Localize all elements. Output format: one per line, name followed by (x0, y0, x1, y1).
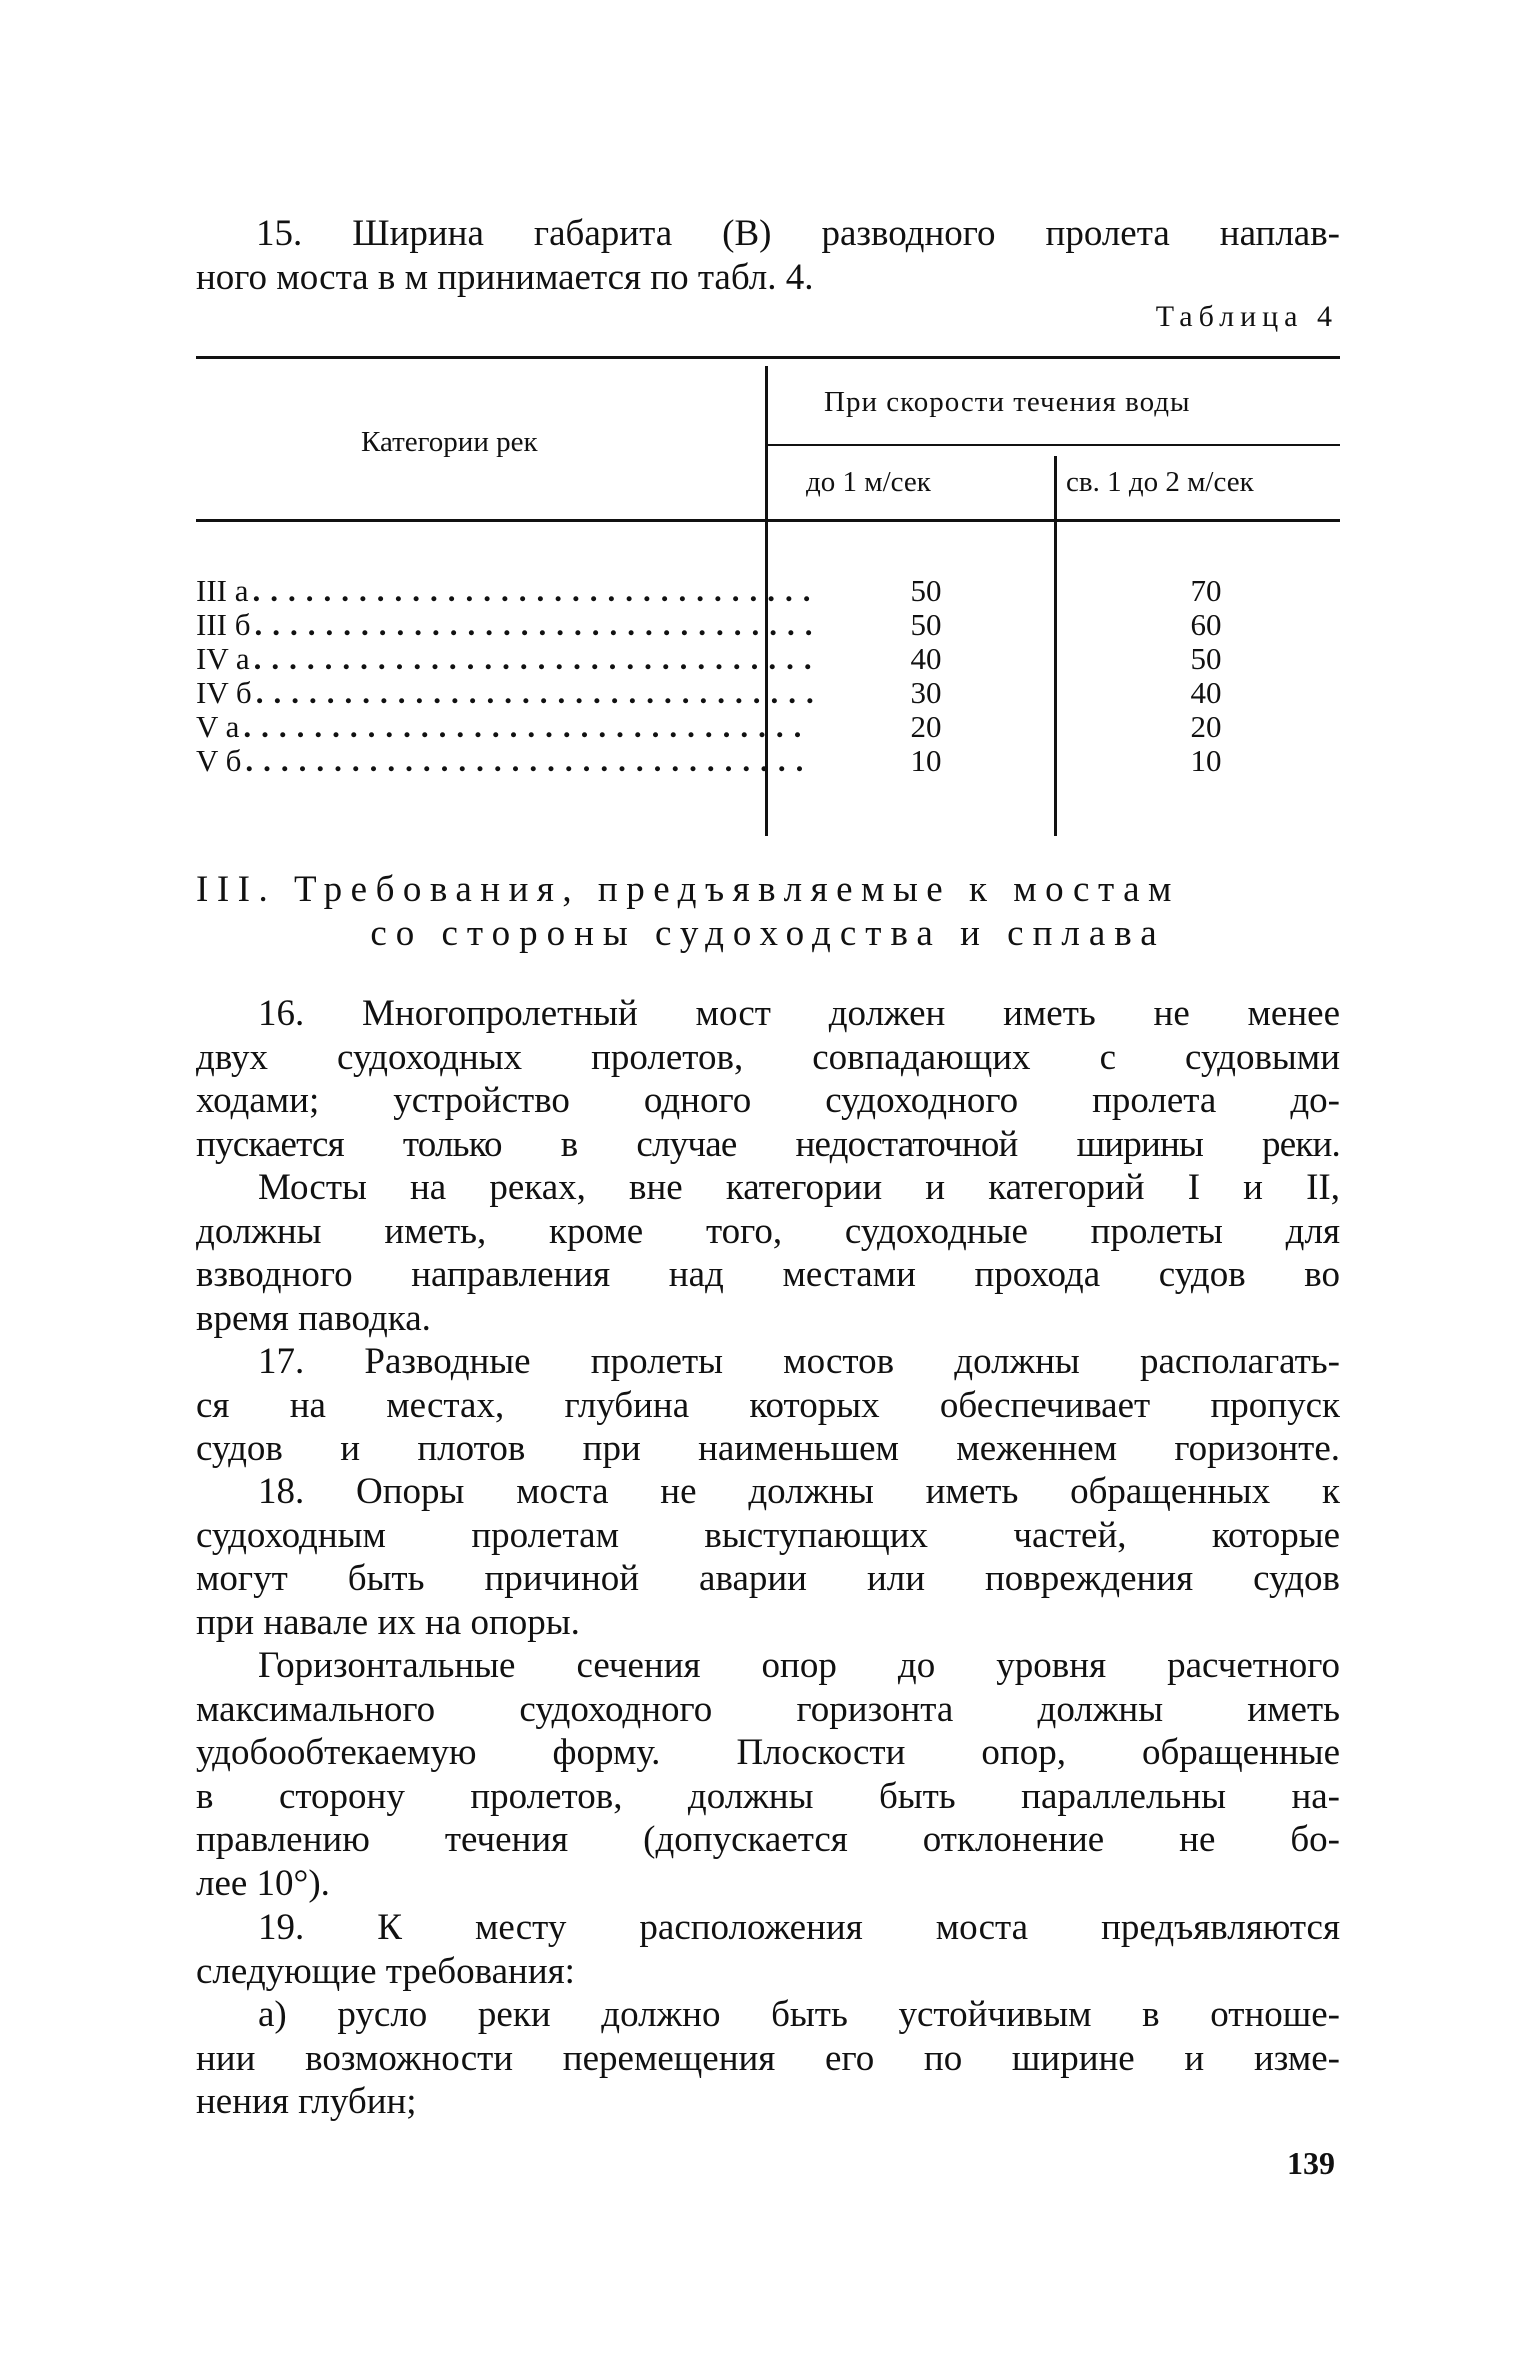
table-row-label: IV а ................................ (196, 641, 822, 676)
table-cell-over1: 50 (1190, 641, 1222, 676)
text-line: правлению течения (допускается отклонение не бо- (196, 1819, 1340, 1860)
text-line: должны иметь, кроме того, судоходные пролеты для (196, 1210, 1340, 1252)
table-row-label: III а ................................ (196, 573, 821, 608)
paragraph-18-continued (196, 1644, 1340, 1905)
section-heading-line-1: III. Требования, предъявляемые к мостам (196, 869, 1180, 910)
paragraph-19a (196, 1993, 1340, 2124)
table-divider-right (1054, 456, 1057, 836)
paragraph-15 (196, 212, 1340, 299)
text-line: взводного направления над местами прохода судов во (196, 1254, 1340, 1295)
text-line: следующие требования: (196, 1950, 575, 1992)
table-cell-over1: 20 (1190, 709, 1222, 744)
paragraph-16 (196, 992, 1340, 1166)
table-header-rule (196, 519, 1340, 522)
text-line: Мосты на реках, вне категории и категорий I и II, (258, 1167, 1340, 1208)
section-heading-line-2: со стороны судоходства и сплава (370, 913, 1166, 954)
text-line: удобообтекаемую форму. Плоскости опор, обращенные (196, 1732, 1340, 1773)
text-line: судоходным пролетам выступающих частей, которые (196, 1514, 1340, 1556)
table-row-label: V б ................................ (196, 743, 814, 778)
table-cell-upto1: 30 (910, 675, 942, 710)
text-line: могут быть причиной аварии или повреждения судов (196, 1558, 1340, 1599)
table-cell-upto1: 20 (910, 709, 942, 744)
paragraph-18 (196, 1470, 1340, 1644)
table-cell-over1: 70 (1190, 573, 1222, 608)
text-line: нии возможности перемещения его по ширине и изме- (196, 2037, 1340, 2079)
table-top-rule (196, 356, 1340, 359)
text-line: судов и плотов при наименьшем меженнем горизонте. (196, 1428, 1340, 1469)
paragraph-17 (196, 1340, 1340, 1471)
column-header-category: Категории рек (361, 426, 538, 458)
table-subheader-rule (768, 444, 1340, 446)
table-row-label: V а ................................ (196, 709, 812, 744)
column-header-speed: При скорости течения воды (824, 386, 1191, 418)
text-line: ся на местах, глубина которых обеспечивает пропуск (196, 1384, 1340, 1426)
text-line: нения глубин; (196, 2081, 417, 2122)
table-cell-upto1: 50 (910, 573, 942, 608)
table-row-label: IV б ................................ (196, 675, 824, 710)
text-line: в сторону пролетов, должны быть параллельны на- (196, 1775, 1340, 1817)
text-line: ного моста в м принимается по табл. 4. (196, 256, 814, 298)
text-line: 18. Опоры моста не должны иметь обращенных к (258, 1471, 1340, 1512)
table-cell-upto1: 50 (910, 607, 942, 642)
text-line: 17. Разводные пролеты мостов должны располагать- (258, 1341, 1340, 1382)
text-line: Горизонтальные сечения опор до уровня расчетного (258, 1645, 1340, 1686)
text-line: пускается только в случае недостаточной ширины реки. (196, 1123, 1340, 1165)
table-cell-over1: 10 (1190, 743, 1222, 778)
paragraph-16-continued (196, 1166, 1340, 1340)
table-cell-upto1: 10 (910, 743, 942, 778)
text-line: максимального судоходного горизонта должны иметь (196, 1688, 1340, 1730)
text-line: время паводка. (196, 1297, 431, 1339)
table-cell-over1: 40 (1190, 675, 1222, 710)
table-4 (196, 356, 1340, 836)
text-line: лее 10°). (196, 1862, 330, 1904)
table-cell-over1: 60 (1190, 607, 1222, 642)
text-line: 19. К месту расположения моста предъявляются (258, 1907, 1340, 1948)
paragraph-19 (196, 1906, 1340, 1993)
text-line: 16. Многопролетный мост должен иметь не менее (258, 993, 1340, 1034)
table-caption: Таблица 4 (1155, 300, 1338, 333)
table-cell-upto1: 40 (910, 641, 942, 676)
text-line: при навале их на опоры. (196, 1601, 580, 1643)
page-number: 139 (1287, 2145, 1335, 2181)
text-line: двух судоходных пролетов, совпадающих с судовыми (196, 1036, 1340, 1078)
column-header-upto1: до 1 м/сек (806, 466, 931, 498)
table-row-label: III б ................................ (196, 607, 823, 642)
text-line: а) русло реки должно быть устойчивым в отноше- (258, 1994, 1340, 2035)
text-line: ходами; устройство одного судоходного пролета до- (196, 1080, 1340, 1121)
text-line: 15. Ширина габарита (В) разводного пролета наплав- (256, 213, 1340, 254)
column-header-over1: св. 1 до 2 м/сек (1066, 466, 1254, 498)
